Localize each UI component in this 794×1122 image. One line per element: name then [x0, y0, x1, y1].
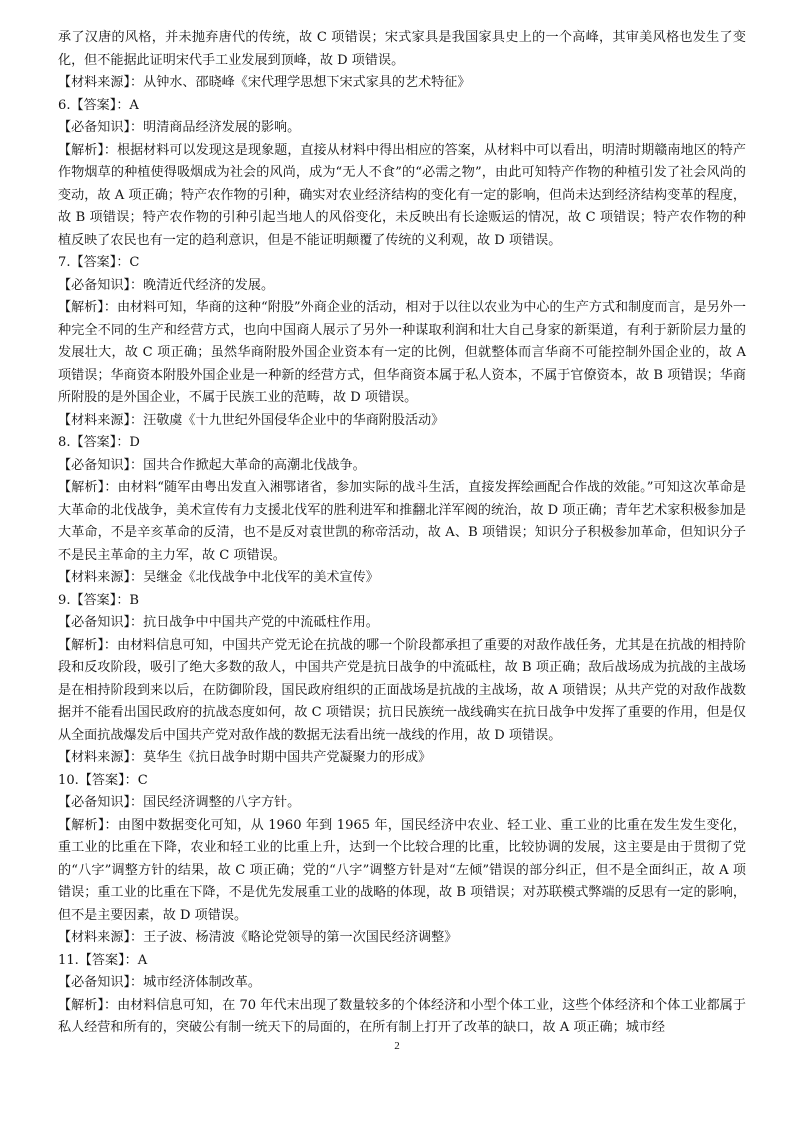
knowledge-line: 【必备知识】：抗日战争中中国共产党的中流砥柱作用。 — [58, 615, 379, 630]
analysis-paragraph: 【解析】：由材料可知，华商的这种“附股”外商企业的活动，相对于以往以农业为中心的生产方式和制度而言，是另外一种完全不同的生产和经营方式，也向中国商人展示了另外一种谋取利润和壮大自己身家的新渠道，有利于新阶层力量的发展壮大，故 C 项正确；虽然华商附股外国企业资本有一定的比例，但就整体而言华商不可能控制外国企业的，故 A 项错误；华商资本附股外国企业是一种新的经营方式，但华商资本属于私人资本，不属于官僚资本，故 B 项错误；华商所附股的是外国企业，不属于民族工业的范畴，故 D 项错误。 — [58, 300, 746, 405]
source-line: 【材料来源】：莫华生《抗日战争时期中国共产党凝聚力的形成》 — [58, 750, 432, 765]
answer-line: 6.【答案】：A — [58, 97, 139, 113]
knowledge-line: 【必备知识】：国民经济调整的八字方针。 — [58, 795, 301, 810]
analysis-paragraph: 【解析】：由图中数据变化可知，从 1960 年到 1965 年，国民经济中农业、轻工业、重工业的比重在发生发生变化，重工业的比重在下降，农业和轻工业的比重上升，达到一个比较合理的比重，比较协调的发展，这主要是由于贯彻了党的“八字”调整方针的结果，故 C 项正确；党的“八字”调整方针是对“左倾”错误的部分纠正，但不是全面纠正，故 A 项错误；重工业的比重在下降，不是优先发展重工业的战略的体现，故 B 项错误；对苏联模式弊端的反思有一定的影响，但不是主要因素，故 D 项错误。 — [58, 817, 746, 923]
analysis-paragraph: 【解析】：由材料信息可知，中国共产党无论在抗战的哪一个阶段都承担了重要的对敌作战任务，尤其是在抗战的相持阶段和反攻阶段，吸引了绝大多数的敌人，中国共产党是抗日战争的中流砥柱，故 B 项正确；敌后战场成为抗战的主战场是在相持阶段到来以后，在防御阶段，国民政府组织的正面战场是抗战的主战场，故 A 项错误；从共产党的对敌作战数据并不能看出国民政府的抗战态度如何，故 C 项错误；抗日民族统一战线确实在抗日战争中发挥了重要的作用，但是仅从全面抗战爆发后中国共产党对敌作战的数据无法看出统一战线的作用，故 D 项错误。 — [58, 637, 746, 743]
source-line: 【材料来源】：吴继金《北伐战争中北伐军的美术宣传》 — [58, 570, 379, 585]
knowledge-line: 【必备知识】：城市经济体制改革。 — [58, 975, 261, 990]
knowledge-line: 【必备知识】：晚清近代经济的发展。 — [58, 277, 275, 293]
analysis-paragraph: 【解析】：由材料信息可知，在 70 年代末出现了数量较多的个体经济和小型个体工业，这些个体经济和个体工业都属于私人经营和所有的，突破公有制一统天下的局面的，在所有制上打开了改革的缺口，故 A 项正确；城市经 — [58, 997, 746, 1035]
paragraph: 承了汉唐的风格，并未抛弃唐代的传统，故 C 项错误；宋式家具是我国家具史上的一个高峰，其审美风格也发生了变化，但不能据此证明宋代手工业发展到顶峰，故 D 项错误。 — [58, 30, 746, 68]
source-line: 【材料来源】：从钟水、邵晓峰《宋代理学思想下宋式家具的艺术特征》 — [58, 75, 471, 90]
answer-explanations — [58, 27, 746, 1040]
source-line: 【材料来源】：汪敬虞《十九世纪外国侵华企业中的华商附股活动》 — [58, 412, 445, 428]
knowledge-line: 【必备知识】：明清商品经济发展的影响。 — [58, 120, 301, 135]
answer-line: 10.【答案】：C — [58, 772, 148, 788]
page-number: 2 — [394, 1040, 400, 1052]
answer-line: 11.【答案】：A — [58, 952, 148, 968]
analysis-paragraph: 【解析】：根据材料可以发现这是现象题，直接从材料中得出相应的答案，从材料中可以看出，明清时期赣南地区的特产作物烟草的种植使得吸烟成为社会的风尚，成为“无人不食”的“必需之物”，由此可知特产作物的种植引发了社会风尚的变动，故 A 项正确；特产农作物的引种，确实对农业经济结构的变化有一定的影响，但尚未达到经济结构变革的程度，故 B 项错误；特产农作物的引种引起当地人的风俗变化，未反映出有长途贩运的情况，故 C 项错误；特产农作物的种植反映了农民也有一定的趋利意识，但是不能证明颠覆了传统的义利观，故 D 项错误。 — [58, 142, 746, 248]
analysis-paragraph: 【解析】：由材料“随军由粤出发直入湘鄂诸省，参加实际的战斗生活，直接发挥绘画配合作战的效能。”可知这次革命是大革命的北伐战争，美术宣传有力支援北伐军的胜利进军和推翻北洋军阀的统治，故 D 项正确；青年艺术家积极参加是大革命，不是辛亥革命的反清，也不是反对袁世凯的称帝活动，故 A、B 项错误；知识分子积极参加革命，但知识分子不是民主革命的主力军，故 C 项错误。 — [58, 480, 746, 563]
source-line: 【材料来源】：王子波、杨清波《略论党领导的第一次国民经济调整》 — [58, 930, 458, 945]
answer-line: 9.【答案】：B — [58, 592, 140, 608]
answer-line: 8.【答案】：D — [58, 435, 140, 450]
answer-line: 7.【答案】：C — [58, 255, 140, 270]
knowledge-line: 【必备知识】：国共合作掀起大革命的高潮北伐战争。 — [58, 457, 366, 473]
